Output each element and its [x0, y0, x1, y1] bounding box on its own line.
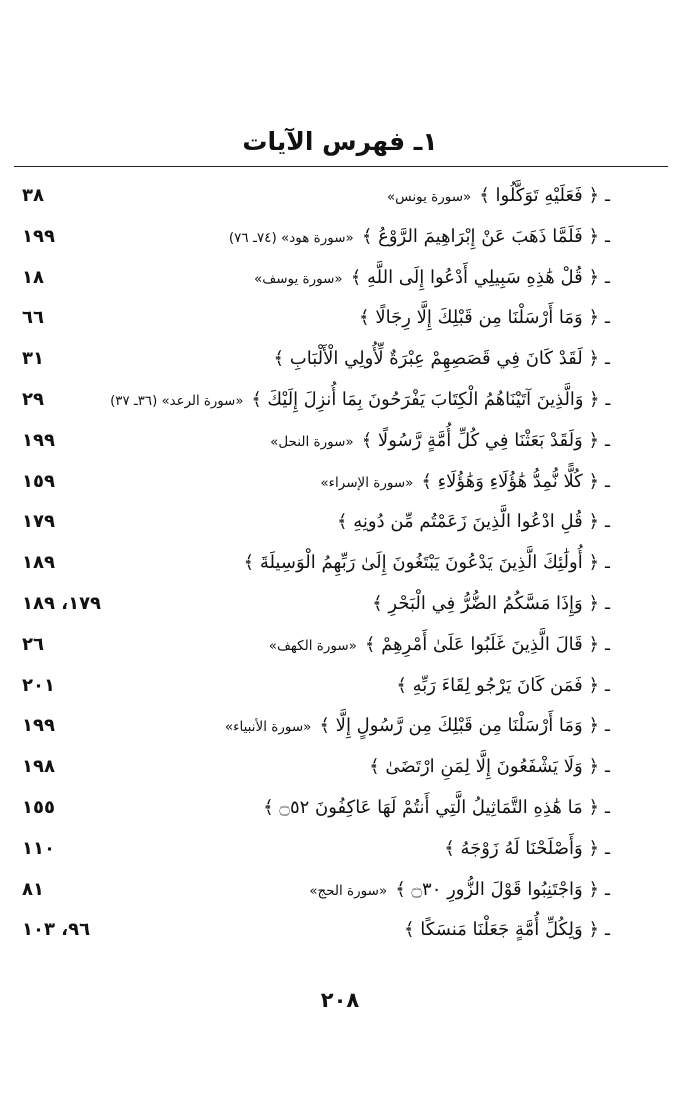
index-entry: [14, 706, 610, 747]
entry-dash: ـ: [605, 879, 610, 900]
entry-dash: ـ: [605, 716, 610, 737]
verse-text: ﴿ وَإِذَا مَسَّكُمُ الضُّرُّ فِي الْبَحْرِ ﴾: [372, 592, 600, 614]
entry-text: [309, 870, 610, 911]
entry-text: [274, 339, 610, 380]
entry-dash: ـ: [605, 430, 610, 451]
page-reference: ١٩٩: [22, 715, 55, 737]
index-entry: [14, 176, 610, 217]
verse-text: ﴿ كُلًّا نُّمِدُّ هَٰؤُلَاءِ وَهَٰؤُلَاءِ ﴾: [421, 470, 600, 492]
verse-text: ﴿ وَاجْتَنِبُوا قَوْلَ الزُّورِ ۝٣٠ ﴾: [395, 878, 600, 900]
entry-dash: ـ: [605, 675, 610, 696]
page-reference: ٣١: [22, 348, 44, 370]
entry-dash: ـ: [605, 553, 610, 574]
verse-text: ﴿ وَأَصْلَحْنَا لَهُ زَوْجَهُ ﴾: [444, 837, 600, 859]
index-entry: [14, 788, 610, 829]
entry-dash: ـ: [605, 512, 610, 533]
index-entry: [14, 380, 610, 421]
page-reference: ١٨: [22, 266, 44, 288]
index-entry: [14, 584, 610, 625]
entry-text: [372, 584, 610, 625]
verse-index-list: [14, 176, 610, 941]
page-reference: ١٧٩: [22, 511, 55, 533]
verse-text: ﴿ وَلَقَدْ بَعَثْنَا فِي كُلِّ أُمَّةٍ رَّسُولًا ﴾: [361, 429, 600, 451]
page-reference: ١٧٩، ١٨٩: [22, 592, 102, 614]
page-reference: ١٩٩: [22, 225, 55, 247]
page-reference: ٢٩: [22, 388, 44, 410]
verse-text: ﴿ فَعَلَيْهِ تَوَكَّلُوا ﴾: [479, 185, 600, 206]
entry-text: [110, 380, 610, 421]
page-reference: ١٩٩: [22, 429, 55, 451]
verse-text: ﴿ مَا هَٰذِهِ التَّمَاثِيلُ الَّتِي أَنتُمْ لَهَا عَاكِفُونَ ۝٥٢ ﴾: [263, 796, 600, 818]
verse-text: ﴿ قُلْ هَٰذِهِ سَبِيلِي أَدْعُوا إِلَى اللَّهِ ﴾: [350, 266, 600, 288]
index-entry: [14, 502, 610, 543]
entry-text: [229, 217, 610, 258]
entry-text: [269, 625, 610, 666]
entry-text: [337, 502, 610, 543]
index-entry: [14, 421, 610, 462]
index-entry: [14, 910, 610, 951]
entry-dash: ـ: [605, 920, 610, 941]
verse-text: ﴿ أُولَٰئِكَ الَّذِينَ يَدْعُونَ يَبْتَغُونَ إِلَىٰ رَبِّهِمُ الْوَسِيلَةَ ﴾: [243, 552, 600, 574]
entry-dash: ـ: [605, 226, 610, 247]
entry-dash: ـ: [605, 389, 610, 410]
entry-text: [387, 176, 610, 217]
entry-dash: ـ: [605, 797, 610, 818]
verse-text: ﴿ قَالَ الَّذِينَ غَلَبُوا عَلَىٰ أَمْرِهِمْ ﴾: [364, 633, 600, 655]
surah-reference: «سورة يونس»: [386, 189, 472, 205]
page-reference: ٢٠١: [22, 674, 55, 696]
entry-text: [396, 666, 610, 707]
page-reference: ١٥٩: [22, 470, 55, 492]
surah-reference: «سورة الحج»: [309, 882, 388, 899]
verse-text: ﴿ وَمَا أَرْسَلْنَا مِن قَبْلِكَ مِن رَّسُولٍ إِلَّا ﴾: [319, 715, 600, 737]
page-number: ٢٠٨: [320, 988, 360, 1012]
surah-reference: «سورة يوسف»: [253, 270, 343, 287]
entry-text: [225, 706, 610, 747]
verse-text: ﴿ وَلَا يَشْفَعُونَ إِلَّا لِمَنِ ارْتَضَىٰ ﴾: [369, 756, 600, 778]
page-reference: ٩٦، ١٠٣: [22, 919, 91, 941]
entry-dash: ـ: [605, 593, 610, 614]
verse-text: ﴿ لَقَدْ كَانَ فِي قَصَصِهِمْ عِبْرَةٌ لِّأُولِي الْأَلْبَابِ ﴾: [273, 348, 600, 370]
surah-reference: «سورة النحل»: [270, 433, 354, 450]
index-entry: [14, 747, 610, 788]
page-reference: ١٩٨: [22, 756, 55, 778]
index-entry: [14, 666, 610, 707]
entry-text: [404, 910, 610, 951]
index-entry: [14, 870, 610, 911]
page-title: ١ـ فهرس الآيات: [242, 127, 438, 156]
entry-dash: ـ: [605, 186, 610, 206]
index-entry: [14, 829, 610, 870]
index-entry: [14, 625, 610, 666]
entry-dash: ـ: [605, 471, 610, 492]
index-entry: [14, 339, 610, 380]
entry-text: [369, 747, 610, 788]
index-entry: [14, 462, 610, 503]
page-reference: ٦٦: [22, 307, 44, 329]
entry-dash: ـ: [605, 267, 610, 288]
entry-dash: ـ: [605, 308, 610, 329]
index-entry: [14, 217, 610, 258]
entry-text: [254, 258, 610, 299]
entry-text: [270, 421, 610, 462]
surah-reference: «سورة الإسراء»: [320, 474, 414, 491]
index-entry: [14, 298, 610, 339]
entry-text: [244, 543, 610, 584]
surah-reference: «سورة الأنبياء»: [224, 719, 312, 736]
entry-text: [359, 298, 610, 339]
verse-text: ﴿ فَلَمَّا ذَهَبَ عَنْ إِبْرَاهِيمَ الرَّوْعُ ﴾: [361, 225, 600, 247]
verse-text: ﴿ وَالَّذِينَ آتَيْنَاهُمُ الْكِتَابَ يَفْرَحُونَ بِمَا أُنزِلَ إِلَيْكَ ﴾: [251, 388, 600, 410]
surah-reference: «سورة الرعد» (٣٦ـ ٣٧): [109, 392, 244, 409]
page-reference: ١١٠: [22, 837, 55, 859]
page-reference: ٨١: [22, 878, 44, 900]
entry-text: [320, 462, 610, 503]
page-reference: ٣٨: [22, 185, 44, 206]
index-entry: [14, 543, 610, 584]
verse-text: ﴿ وَلِكُلِّ أُمَّةٍ جَعَلْنَا مَنسَكًا ﴾: [404, 919, 600, 941]
surah-reference: «سورة هود» (٧٤ـ ٧٦): [228, 229, 354, 246]
entry-dash: ـ: [605, 838, 610, 859]
entry-dash: ـ: [605, 349, 610, 370]
index-entry: [14, 258, 610, 299]
entry-text: [263, 788, 610, 829]
entry-text: [444, 829, 610, 870]
page-reference: ٢٦: [22, 633, 44, 655]
verse-text: ﴿ قُلِ ادْعُوا الَّذِينَ زَعَمْتُم مِّن دُونِهِ ﴾: [336, 511, 600, 533]
verse-text: ﴿ فَمَن كَانَ يَرْجُو لِقَاءَ رَبِّهِ ﴾: [396, 674, 600, 696]
entry-dash: ـ: [605, 634, 610, 655]
page-reference: ١٨٩: [22, 552, 55, 574]
title-divider: [14, 166, 668, 167]
verse-text: ﴿ وَمَا أَرْسَلْنَا مِن قَبْلِكَ إِلَّا رِجَالًا ﴾: [359, 307, 600, 329]
surah-reference: «سورة الكهف»: [268, 637, 357, 654]
entry-dash: ـ: [605, 757, 610, 778]
page-reference: ١٥٥: [22, 796, 55, 818]
